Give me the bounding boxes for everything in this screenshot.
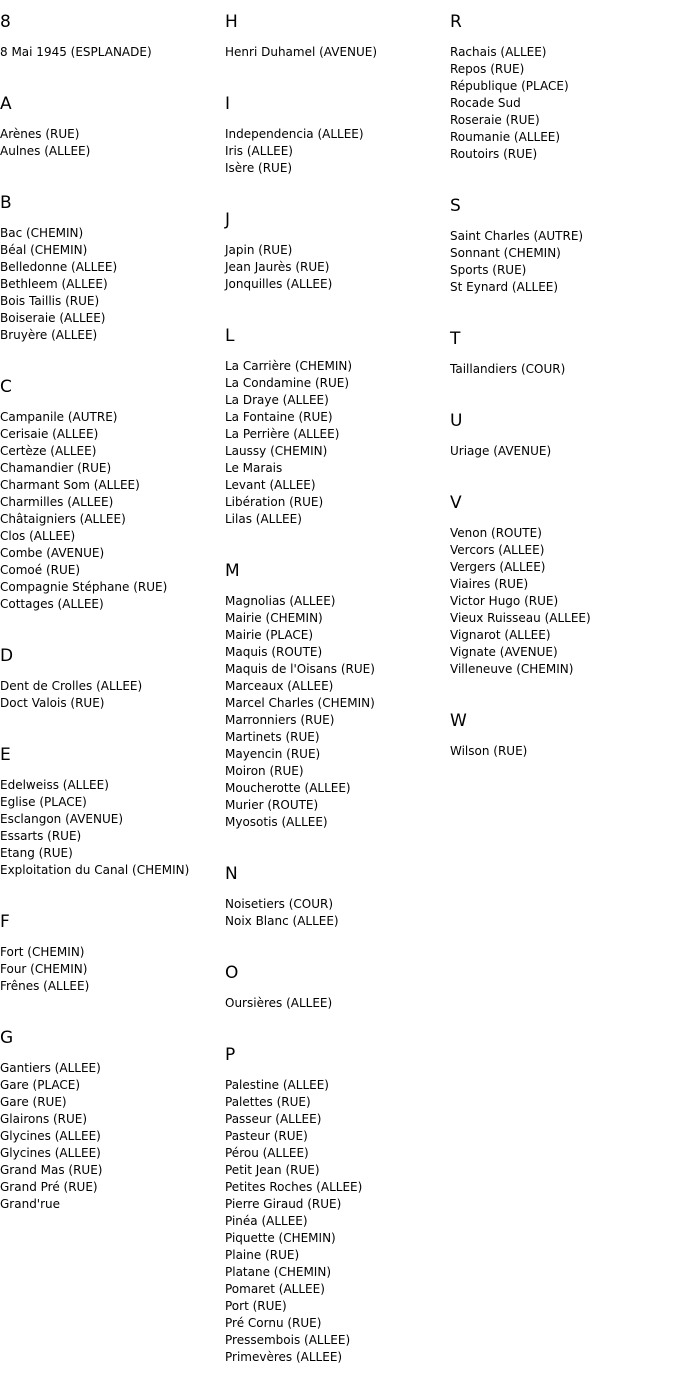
street-list [0,1060,225,1213]
street-link[interactable]: Vieux Ruisseau (ALLEE) [450,611,591,625]
street-link[interactable]: Glycines (ALLEE) [0,1146,101,1160]
street-link[interactable]: Levant (ALLEE) [225,478,316,492]
street-list [225,242,450,293]
street-link[interactable]: Maquis (ROUTE) [225,645,323,659]
street-link[interactable]: Arènes (RUE) [0,127,80,141]
letter-section [225,1045,450,1387]
street-link[interactable]: République (PLACE) [450,79,569,93]
street-link[interactable]: Palestine (ALLEE) [225,1078,329,1092]
street-link[interactable]: Glycines (ALLEE) [0,1129,101,1143]
street-link[interactable]: Moiron (RUE) [225,764,304,778]
section-letter-heading: F [0,912,10,932]
street-list [0,777,225,879]
street-link[interactable]: Dent de Crolles (ALLEE) [0,679,143,693]
street-link[interactable]: Cerisaie (ALLEE) [0,427,99,441]
street-link[interactable]: Chamandier (RUE) [0,461,112,475]
street-link[interactable]: Comoé (RUE) [0,563,81,577]
street-link[interactable]: Grand'rue [0,1197,61,1211]
section-letter-heading: I [225,94,231,114]
street-link[interactable]: Vignarot (ALLEE) [450,628,551,642]
street-link[interactable]: Villeneuve (CHEMIN) [450,662,574,676]
street-link[interactable]: Isère (RUE) [225,161,293,175]
street-link[interactable]: Plaine (RUE) [225,1248,300,1262]
section-letter-heading: R [450,12,462,32]
street-index-column-3 [450,0,675,781]
street-link[interactable]: Maquis de l'Oisans (RUE) [225,662,375,676]
street-link[interactable]: Sports (RUE) [450,263,527,277]
street-link[interactable]: Oursières (ALLEE) [225,996,333,1010]
street-link[interactable]: Iris (ALLEE) [225,144,293,158]
street-link[interactable]: Primevères (ALLEE) [225,1350,343,1364]
letter-section [225,561,450,852]
street-link[interactable]: Bruyère (ALLEE) [0,328,98,342]
street-list [0,126,225,160]
street-link[interactable]: Charmilles (ALLEE) [0,495,114,509]
street-link[interactable]: Pérou (ALLEE) [225,1146,309,1160]
street-link[interactable]: Rocade Sud [450,96,521,110]
street-link[interactable]: Lilas (ALLEE) [225,512,302,526]
street-link[interactable]: La Draye (ALLEE) [225,393,329,407]
street-list [225,126,450,177]
section-letter-heading: 8 [0,12,11,32]
street-list [0,409,225,613]
section-letter-heading: B [0,193,12,213]
street-list [225,44,450,61]
letter-section [0,646,225,733]
street-link[interactable]: Henri Duhamel (AVENUE) [225,45,378,59]
street-link[interactable]: Venon (ROUTE) [450,526,542,540]
letter-section [0,94,225,181]
street-link[interactable]: Belledonne (ALLEE) [0,260,118,274]
street-link[interactable]: Fort (CHEMIN) [0,945,85,959]
street-link[interactable]: Boiseraie (ALLEE) [0,311,106,325]
street-link[interactable]: Jean Jaurès (RUE) [225,260,330,274]
street-link[interactable]: Certèze (ALLEE) [0,444,97,458]
street-link[interactable]: Rachais (ALLEE) [450,45,547,59]
street-link[interactable]: Viaires (RUE) [450,577,529,591]
street-link[interactable]: Mairie (CHEMIN) [225,611,323,625]
street-link[interactable]: Glairons (RUE) [0,1112,88,1126]
street-link[interactable]: Piquette (CHEMIN) [225,1231,336,1245]
street-link[interactable]: La Perrière (ALLEE) [225,427,340,441]
street-link[interactable]: Port (RUE) [225,1299,287,1313]
street-list [225,896,450,930]
street-link[interactable]: Murier (ROUTE) [225,798,319,812]
street-list [450,44,675,163]
street-link[interactable]: Libération (RUE) [225,495,324,509]
street-link[interactable]: Gare (RUE) [0,1095,67,1109]
letter-section [225,94,450,198]
street-link[interactable]: Campanile (AUTRE) [0,410,118,424]
street-link[interactable]: Grand Mas (RUE) [0,1163,103,1177]
street-link[interactable]: Pré Cornu (RUE) [225,1316,322,1330]
street-list [225,1077,450,1366]
street-link[interactable]: Pasteur (RUE) [225,1129,308,1143]
section-letter-heading: V [450,493,462,513]
street-link[interactable]: Saint Charles (AUTRE) [450,229,584,243]
letter-section [225,326,450,549]
section-letter-heading: J [225,210,231,230]
street-link[interactable]: Edelweiss (ALLEE) [0,778,109,792]
street-list [0,44,225,61]
section-letter-heading: C [0,377,12,397]
section-letter-heading: D [0,646,14,666]
street-link[interactable]: Uriage (AVENUE) [450,444,552,458]
street-list [450,228,675,296]
street-list [450,743,675,760]
street-link[interactable]: Laussy (CHEMIN) [225,444,328,458]
street-link[interactable]: Eglise (PLACE) [0,795,87,809]
street-list [225,995,450,1012]
street-index-column-2 [225,0,450,1387]
street-link[interactable]: Etang (RUE) [0,846,73,860]
street-link[interactable]: Independencia (ALLEE) [225,127,364,141]
section-letter-heading: G [0,1028,14,1048]
street-link[interactable]: Bethleem (ALLEE) [0,277,108,291]
street-link[interactable]: Aulnes (ALLEE) [0,144,91,158]
street-list [0,678,225,712]
street-link[interactable]: Taillandiers (COUR) [450,362,566,376]
street-link[interactable]: Palettes (RUE) [225,1095,311,1109]
letter-section [450,493,675,699]
section-letter-heading: M [225,561,240,581]
street-link[interactable]: St Eynard (ALLEE) [450,280,559,294]
street-link[interactable]: Roseraie (RUE) [450,113,540,127]
street-link[interactable]: Japin (RUE) [225,243,293,257]
section-letter-heading: T [450,329,461,349]
section-letter-heading: E [0,745,11,765]
letter-section [450,12,675,184]
street-link[interactable]: Vignate (AVENUE) [450,645,558,659]
street-link[interactable]: Vercors (ALLEE) [450,543,545,557]
letter-section [450,329,675,399]
street-link[interactable]: Cottages (ALLEE) [0,597,104,611]
street-link[interactable]: Noisetiers (COUR) [225,897,334,911]
street-link[interactable]: Magnolias (ALLEE) [225,594,336,608]
street-link[interactable]: Sonnant (CHEMIN) [450,246,561,260]
street-link[interactable]: Martinets (RUE) [225,730,320,744]
letter-section [450,411,675,481]
letter-section [450,196,675,317]
section-letter-heading: L [225,326,235,346]
section-letter-heading: U [450,411,463,431]
letter-section [0,745,225,900]
street-list [225,358,450,528]
letter-section [0,12,225,82]
section-letter-heading: N [225,864,238,884]
street-link[interactable]: Repos (RUE) [450,62,525,76]
section-letter-heading: S [450,196,461,216]
street-link[interactable]: Pinéa (ALLEE) [225,1214,308,1228]
street-link[interactable]: Jonquilles (ALLEE) [225,277,333,291]
street-link[interactable]: Esclangon (AVENUE) [0,812,124,826]
street-link[interactable]: Passeur (ALLEE) [225,1112,322,1126]
street-link[interactable]: Platane (CHEMIN) [225,1265,332,1279]
street-link[interactable]: Pomaret (ALLEE) [225,1282,325,1296]
street-list [0,225,225,344]
street-link[interactable]: Four (CHEMIN) [0,962,88,976]
street-link[interactable]: Gantiers (ALLEE) [0,1061,101,1075]
street-link[interactable]: 8 Mai 1945 (ESPLANADE) [0,45,152,59]
street-link[interactable]: Doct Valois (RUE) [0,696,105,710]
street-list [450,525,675,678]
letter-section [0,1028,225,1234]
street-link[interactable]: Wilson (RUE) [450,744,528,758]
street-link[interactable]: La Fontaine (RUE) [225,410,333,424]
street-list [0,944,225,995]
street-link[interactable]: Mairie (PLACE) [225,628,314,642]
street-link[interactable]: Béal (CHEMIN) [0,243,88,257]
street-link[interactable]: Marcel Charles (CHEMIN) [225,696,375,710]
letter-section [225,963,450,1033]
letter-section [450,711,675,781]
street-link[interactable]: Pierre Giraud (RUE) [225,1197,342,1211]
street-link[interactable]: La Condamine (RUE) [225,376,350,390]
section-letter-heading: W [450,711,467,731]
street-list [450,361,675,378]
street-link[interactable]: Mayencin (RUE) [225,747,321,761]
street-link[interactable]: Petit Jean (RUE) [225,1163,320,1177]
street-link[interactable]: Châtaigniers (ALLEE) [0,512,126,526]
street-link[interactable]: Moucherotte (ALLEE) [225,781,351,795]
street-link[interactable]: Le Marais [225,461,283,475]
letter-section [0,912,225,1016]
section-letter-heading: A [0,94,12,114]
street-link[interactable]: Essarts (RUE) [0,829,82,843]
street-link[interactable]: Roumanie (ALLEE) [450,130,561,144]
street-link[interactable]: Grand Pré (RUE) [0,1180,98,1194]
street-link[interactable]: Marronniers (RUE) [225,713,335,727]
letter-section [0,193,225,365]
letter-section [0,377,225,634]
street-index-column-1 [0,0,225,1234]
street-link[interactable]: Noix Blanc (ALLEE) [225,914,339,928]
section-letter-heading: P [225,1045,236,1065]
street-link[interactable]: Marceaux (ALLEE) [225,679,334,693]
street-link[interactable]: La Carrière (CHEMIN) [225,359,353,373]
letter-section [225,864,450,951]
section-letter-heading: O [225,963,239,983]
letter-section [225,210,450,314]
street-link[interactable]: Compagnie Stéphane (RUE) [0,580,168,594]
street-link[interactable]: Bac (CHEMIN) [0,226,84,240]
street-link[interactable]: Pressembois (ALLEE) [225,1333,351,1347]
street-list [225,593,450,831]
street-link[interactable]: Clos (ALLEE) [0,529,76,543]
street-link[interactable]: Combe (AVENUE) [0,546,105,560]
street-link[interactable]: Gare (PLACE) [0,1078,81,1092]
street-link[interactable]: Vergers (ALLEE) [450,560,546,574]
street-link[interactable]: Myosotis (ALLEE) [225,815,328,829]
street-link[interactable]: Frênes (ALLEE) [0,979,90,993]
street-link[interactable]: Routoirs (RUE) [450,147,538,161]
street-link[interactable]: Exploitation du Canal (CHEMIN) [0,863,190,877]
street-link[interactable]: Bois Taillis (RUE) [0,294,100,308]
street-link[interactable]: Victor Hugo (RUE) [450,594,559,608]
letter-section [225,12,450,82]
section-letter-heading: H [225,12,238,32]
street-link[interactable]: Charmant Som (ALLEE) [0,478,140,492]
street-list [450,443,675,460]
street-link[interactable]: Petites Roches (ALLEE) [225,1180,363,1194]
